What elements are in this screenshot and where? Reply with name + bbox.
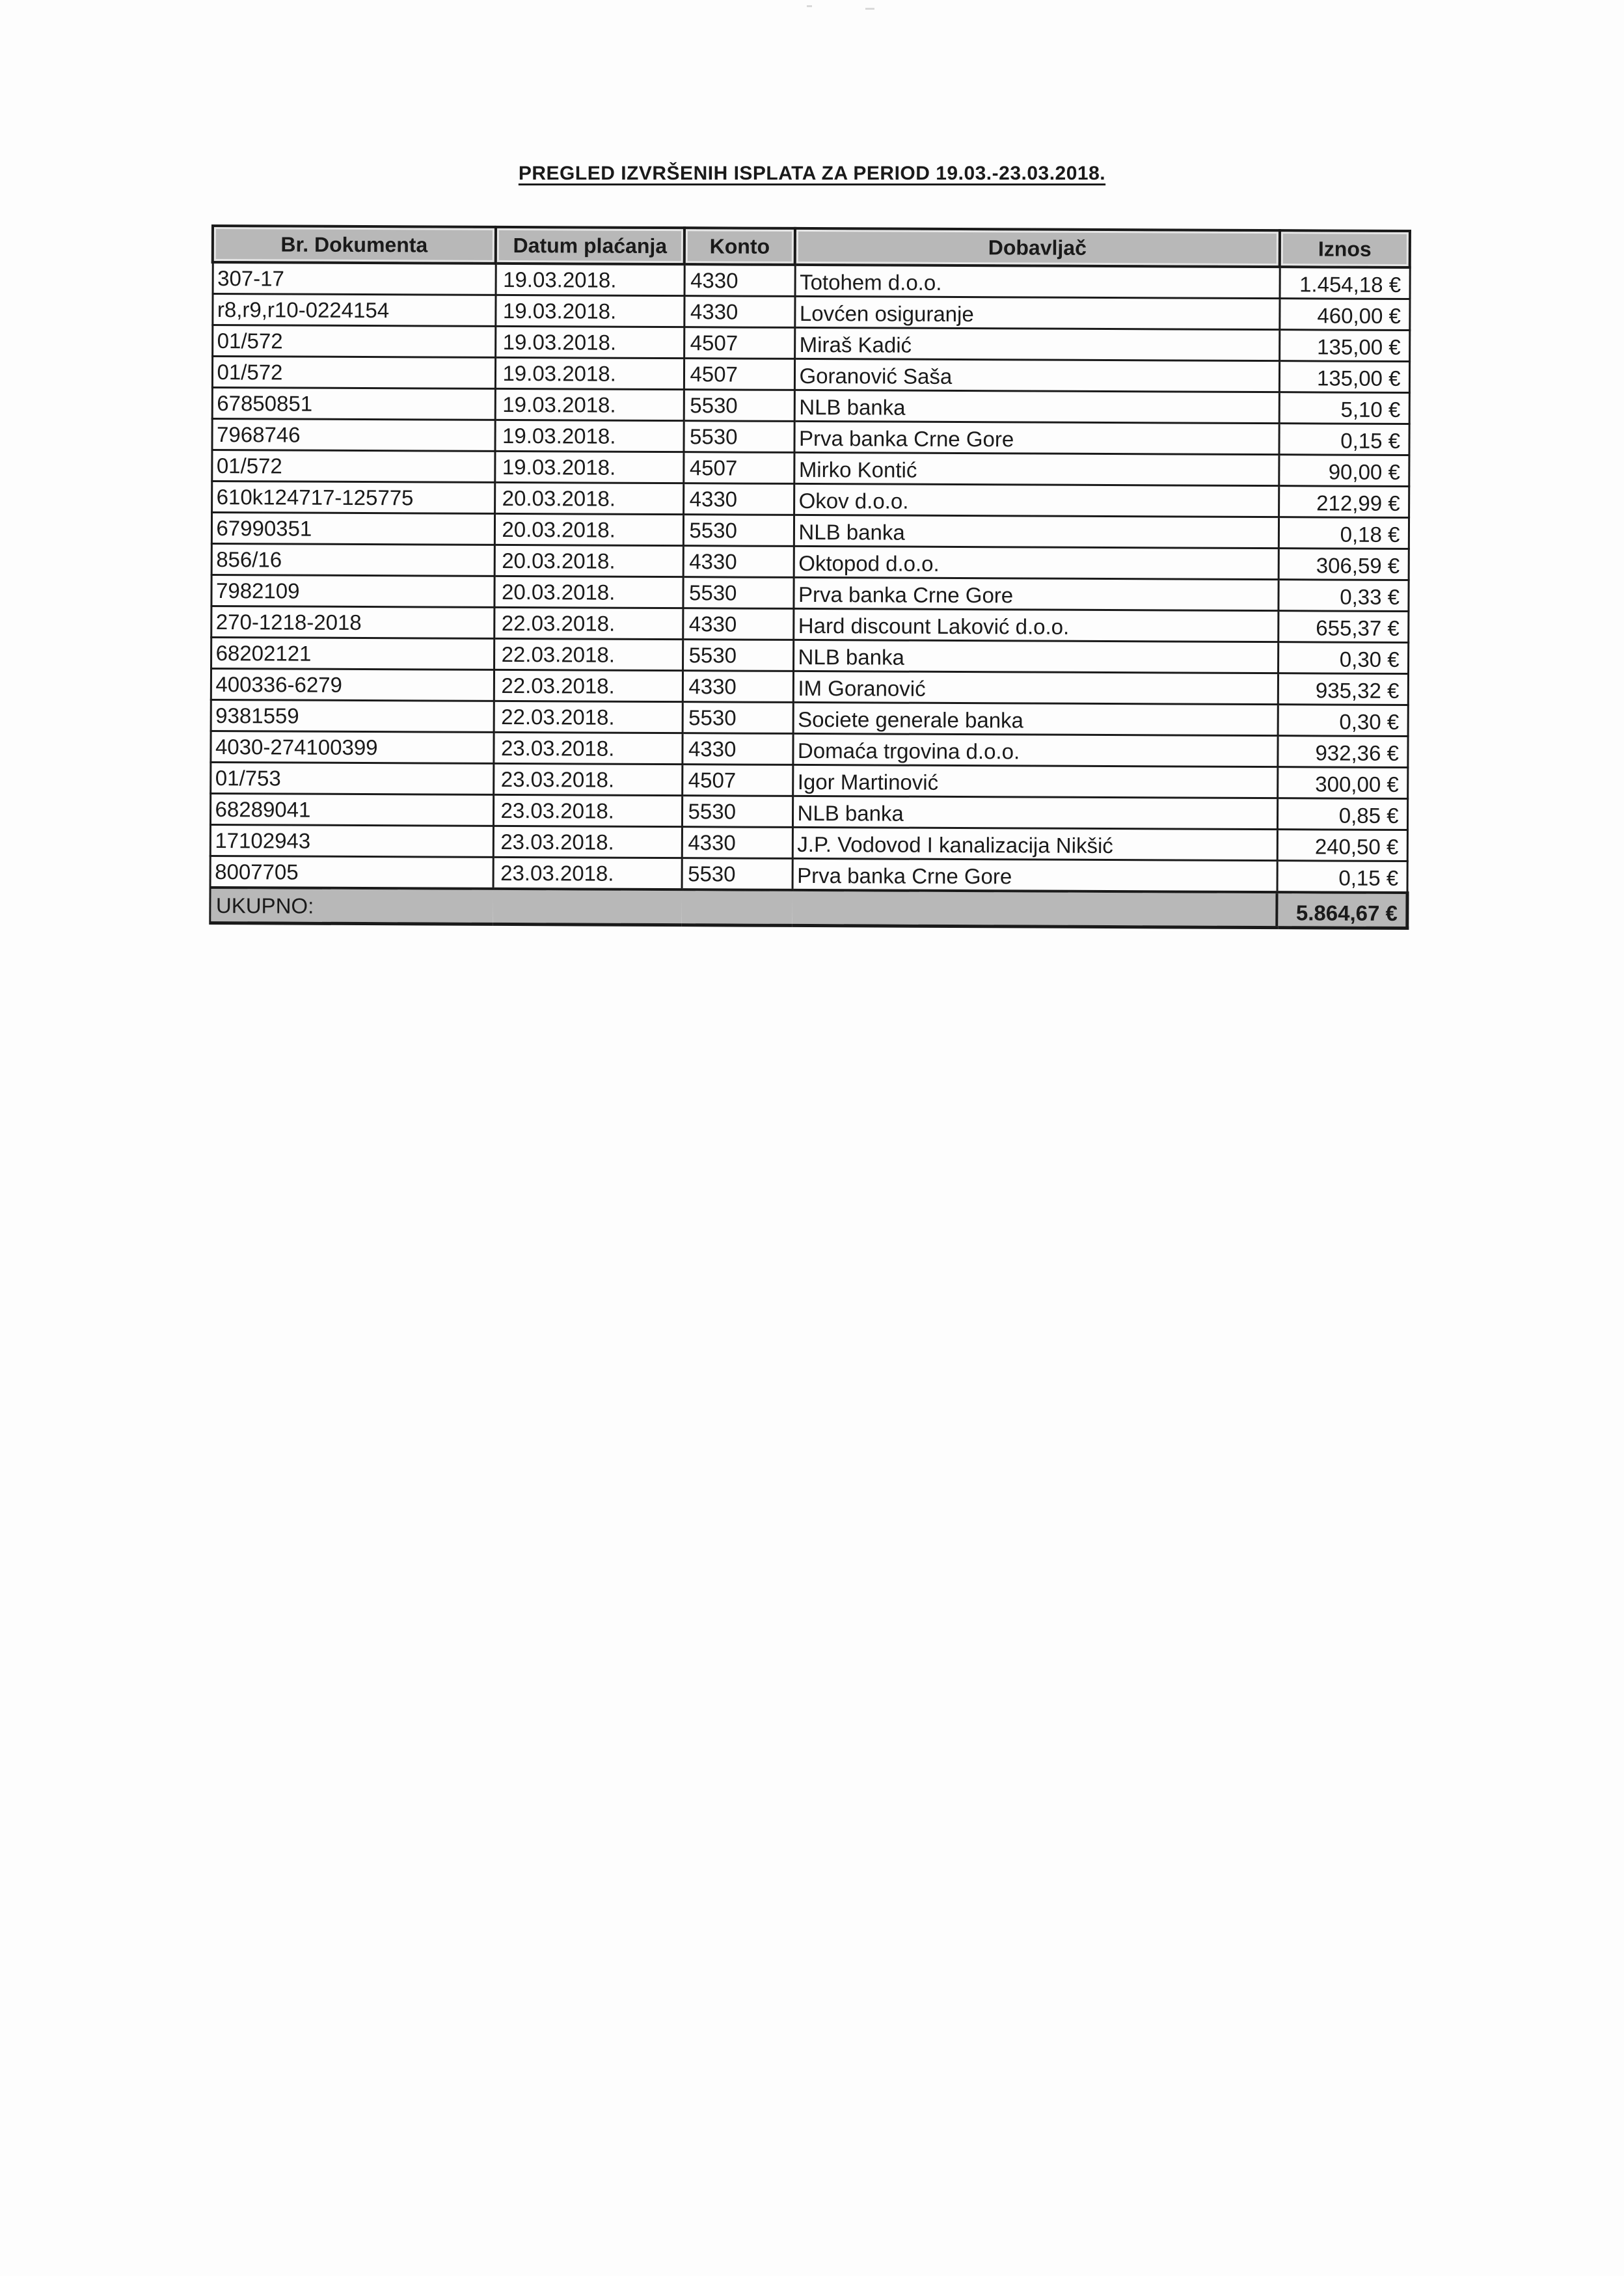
table-header [213,226,1410,267]
table-row [212,388,1409,424]
cell-supplier: Prva banka Crne Gore [793,577,1278,610]
cell-doc-number: 400336-6279 [211,669,494,701]
cell-amount: 135,00 € [1279,330,1409,362]
cell-supplier: IM Goranović [793,671,1278,704]
cell-doc-number: r8,r9,r10-0224154 [212,294,495,327]
cell-payment-date: 20.03.2018. [494,576,683,608]
cell-supplier: Domaća trgovina d.o.o. [792,733,1277,766]
cell-doc-number: 67850851 [212,388,495,420]
cell-doc-number: 67990351 [211,513,494,545]
cell-konto: 4507 [682,765,792,796]
table-row [211,638,1408,674]
cell-supplier: J.P. Vodovod I kanalizacija Nikšić [792,827,1277,860]
cell-doc-number: 68289041 [210,794,493,826]
cell-payment-date: 19.03.2018. [495,388,684,420]
cell-supplier: NLB banka [792,796,1277,829]
table-row [210,794,1407,830]
cell-supplier: Miraš Kadić [794,327,1279,360]
cell-konto: 4330 [684,296,794,328]
cell-amount: 1.454,18 € [1280,267,1410,299]
cell-payment-date: 19.03.2018. [495,295,684,327]
cell-doc-number: 01/753 [210,763,493,795]
cell-payment-date: 20.03.2018. [494,482,683,514]
table-row [213,262,1410,299]
total-label: UKUPNO: [210,887,493,924]
cell-doc-number: 01/572 [212,357,495,389]
cell-doc-number: 270-1218-2018 [211,606,494,639]
cell-payment-date: 22.03.2018. [494,638,683,670]
cell-supplier: Prva banka Crne Gore [794,421,1279,454]
cell-payment-date: 22.03.2018. [494,670,683,701]
header-doc-number: Br. Dokumenta [213,226,496,264]
table-row [210,856,1407,893]
cell-konto: 5530 [682,858,792,890]
cell-amount: 0,33 € [1278,580,1408,612]
cell-payment-date: 23.03.2018. [493,763,682,795]
table-row [210,763,1407,799]
cell-payment-date: 19.03.2018. [494,420,683,452]
cell-supplier: Mirko Kontić [794,452,1279,485]
cell-amount: 0,85 € [1277,798,1407,830]
cell-doc-number: 9381559 [211,700,494,733]
cell-payment-date: 23.03.2018. [493,857,682,889]
table-row [211,544,1409,580]
cell-payment-date: 19.03.2018. [496,264,684,296]
cell-konto: 4330 [683,671,793,703]
cell-konto: 4330 [683,483,794,515]
header-payment-date: Datum plaćanja [496,227,684,264]
cell-supplier: NLB banka [794,390,1279,423]
cell-konto: 5530 [684,390,794,422]
cell-amount: 135,00 € [1279,361,1409,393]
cell-doc-number: 307-17 [213,262,496,295]
cell-amount: 240,50 € [1277,830,1407,861]
table-body [210,262,1410,893]
cell-payment-date: 20.03.2018. [494,545,683,576]
table-row [211,419,1409,455]
total-filler [792,890,1277,928]
cell-konto: 4330 [684,264,795,296]
cell-supplier: Goranović Saša [794,359,1279,392]
total-amount: 5.864,67 € [1277,892,1407,928]
cell-konto: 4330 [682,827,792,859]
payments-table [208,224,1411,930]
cell-doc-number: 7968746 [211,419,494,452]
scan-mark [865,8,874,10]
cell-payment-date: 19.03.2018. [494,451,683,483]
table-row [211,700,1408,737]
cell-amount: 0,30 € [1278,705,1408,737]
cell-doc-number: 01/572 [211,450,494,483]
cell-konto: 5530 [683,640,793,671]
header-supplier: Dobavljač [795,228,1280,267]
cell-konto: 5530 [683,702,793,734]
total-filler [493,889,681,925]
cell-amount: 90,00 € [1279,455,1409,487]
cell-doc-number: 610k124717-125775 [211,481,494,514]
cell-konto: 5530 [683,421,794,453]
cell-payment-date: 22.03.2018. [494,701,683,733]
cell-amount: 0,15 € [1277,861,1407,893]
payments-table-container [208,224,1409,930]
cell-konto: 5530 [682,796,792,828]
cell-amount: 0,30 € [1278,642,1408,674]
cell-doc-number: 01/572 [212,325,495,358]
cell-konto: 4507 [684,327,794,359]
cell-payment-date: 23.03.2018. [493,794,682,826]
cell-amount: 212,99 € [1279,486,1409,518]
cell-doc-number: 4030-274100399 [210,731,493,764]
cell-payment-date: 20.03.2018. [494,513,683,545]
cell-amount: 300,00 € [1277,767,1407,799]
cell-payment-date: 22.03.2018. [494,607,683,639]
table-row [212,294,1409,331]
cell-amount: 935,32 € [1278,673,1408,705]
cell-doc-number: 7982109 [211,575,494,608]
table-row [211,481,1409,518]
cell-supplier: NLB banka [794,515,1279,548]
cell-konto: 4330 [682,733,792,765]
cell-amount: 0,15 € [1279,424,1409,455]
total-row [210,887,1407,928]
cell-konto: 4507 [683,452,794,484]
cell-supplier: Societe generale banka [793,702,1278,735]
page-title [0,163,1624,185]
cell-supplier: Okov d.o.o. [794,483,1279,517]
cell-supplier: NLB banka [793,640,1278,673]
cell-supplier: Oktopod d.o.o. [794,546,1279,579]
table-row [212,325,1409,362]
cell-amount: 655,37 € [1278,611,1408,643]
cell-konto: 5530 [683,515,794,547]
total-filler [681,889,792,925]
scan-mark [807,5,812,7]
table-row [212,357,1409,393]
cell-payment-date: 19.03.2018. [495,357,684,389]
cell-doc-number: 856/16 [211,544,494,576]
cell-doc-number: 68202121 [211,638,494,670]
cell-supplier: Igor Martinović [792,765,1277,798]
cell-supplier: Hard discount Laković d.o.o. [793,608,1278,642]
cell-payment-date: 23.03.2018. [493,732,682,764]
cell-supplier: Lovćen osiguranje [794,296,1279,329]
cell-doc-number: 17102943 [210,825,493,858]
cell-amount: 932,36 € [1277,736,1407,768]
cell-konto: 4330 [683,546,794,578]
cell-konto: 5530 [683,577,793,609]
cell-amount: 0,18 € [1279,517,1409,549]
cell-payment-date: 23.03.2018. [493,826,682,858]
page-title-text: PREGLED IZVRŠENIH ISPLATA ZA PERIOD 19.03.-23.03.2018. [518,163,1106,184]
table-row [211,575,1408,612]
header-row [213,226,1410,267]
table-row [210,825,1407,861]
header-konto: Konto [684,228,795,265]
cell-doc-number: 8007705 [210,856,493,888]
table-row [211,669,1408,705]
cell-amount: 460,00 € [1279,299,1409,331]
table-footer [210,887,1407,928]
cell-amount: 306,59 € [1279,549,1409,580]
table-row [211,513,1409,549]
cell-supplier: Totohem d.o.o. [795,265,1280,299]
cell-konto: 4330 [683,608,793,640]
cell-konto: 4507 [684,359,794,390]
table-row [211,450,1409,487]
table-row [211,606,1408,643]
cell-payment-date: 19.03.2018. [495,326,684,358]
cell-amount: 5,10 € [1279,392,1409,424]
table-row [210,731,1407,768]
cell-supplier: Prva banka Crne Gore [792,858,1277,892]
header-amount: Iznos [1280,230,1410,267]
